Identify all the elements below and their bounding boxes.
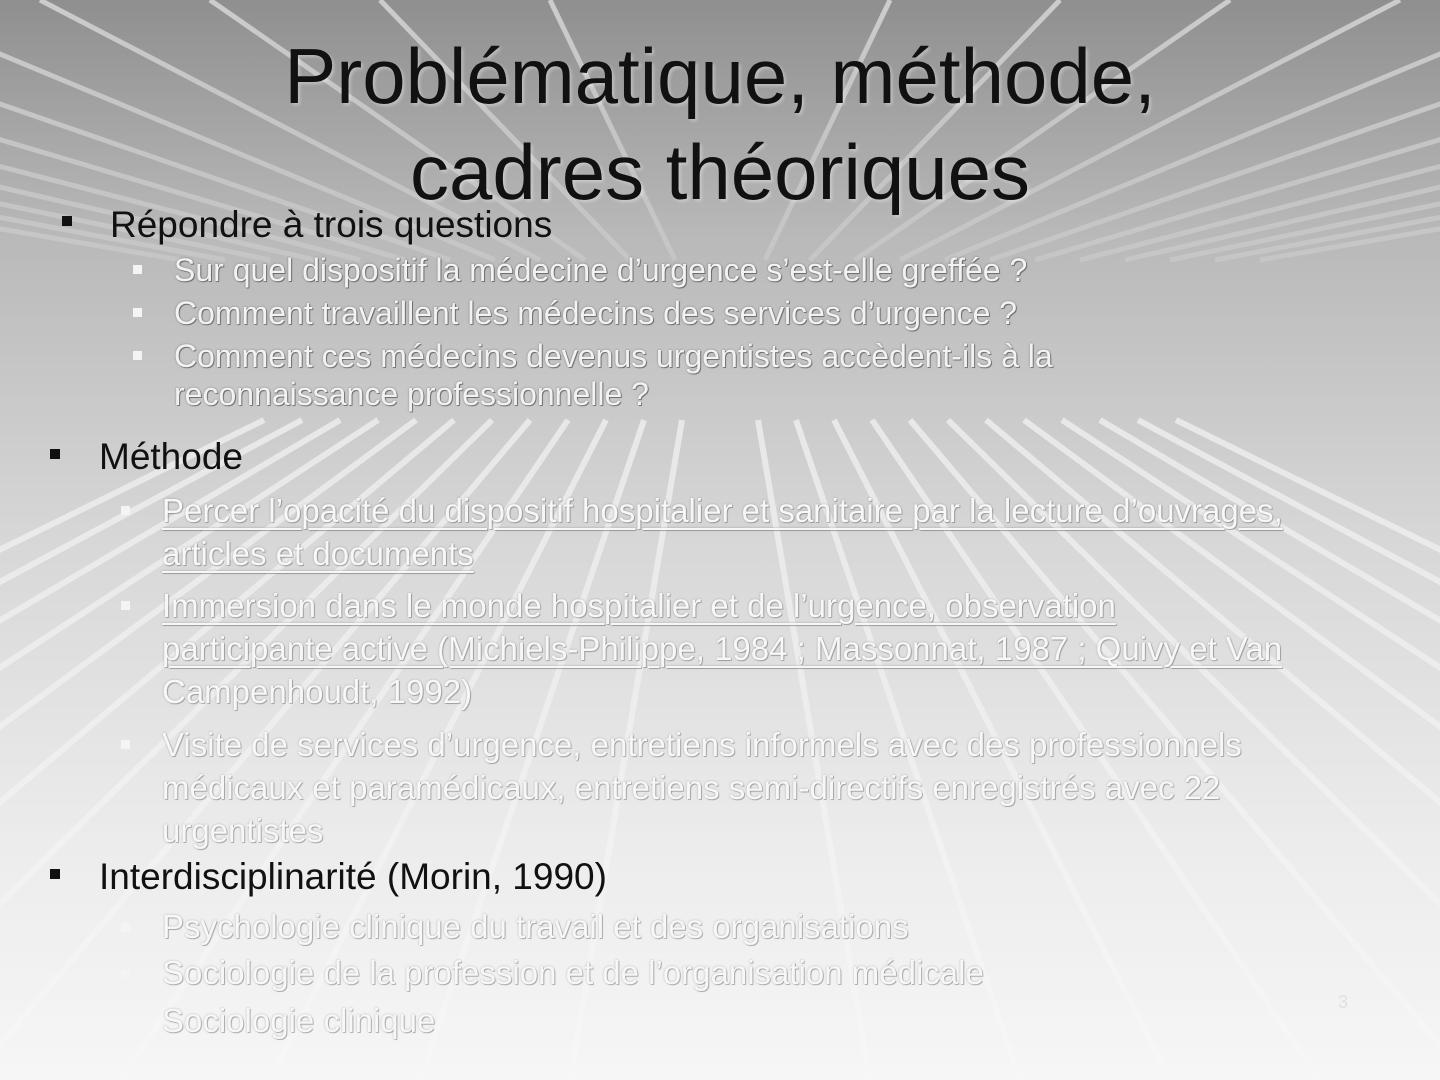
item-line: Campenhoudt, 1992) [162,673,473,710]
item-line: Immersion dans le monde hospitalier et de l’urgence, observation [162,587,1116,624]
bullet-icon [121,740,130,749]
list-item [162,489,1283,575]
title-line-1: Problématique, méthode, [284,32,1156,120]
bullet-icon [133,351,142,360]
section-heading-interdisciplinarite: Interdisciplinarité (Morin, 1990) [99,856,607,897]
item-line: médicaux et paramédicaux, entretiens semi-directifs enregistrés avec 22 [162,769,1221,806]
item-line: participante active (Michiels-Philippe, 1984 ; Massonnat, 1987 ; Quivy et Van [162,630,1283,667]
bullet-icon [50,449,60,459]
bullet-icon [133,308,142,317]
item-line: Comment ces médecins devenus urgentistes accèdent-ils à la [174,338,1053,374]
item-line: Comment travaillent les médecins des services d’urgence ? [174,295,1018,331]
item-line: reconnaissance professionnelle ? [174,376,649,412]
bullet-icon [121,923,130,932]
item-line: Sociologie clinique [162,1002,436,1039]
item-line: Visite de services d’urgence, entretiens informels avec des professionnels [162,726,1242,763]
page-number: 3 [1338,992,1349,1012]
list-item [162,951,984,994]
list-item [174,294,1017,332]
bullet-icon [62,216,72,226]
bullet-icon [50,869,60,879]
item-line: urgentistes [162,812,324,849]
bullet-icon [133,265,142,274]
list-item [174,337,1053,413]
title-line-2: cadres théoriques [409,128,1031,216]
item-line: Sur quel dispositif la médecine d’urgence s’est-elle greffée ? [174,252,1028,288]
bullet-icon [121,601,130,610]
section-heading-methode: Méthode [99,436,243,477]
item-line: Sociologie de la profession et de l’organisation médicale [162,954,984,991]
list-item [162,905,909,948]
list-item [162,723,1242,852]
list-item [162,584,1282,713]
bullet-icon [121,969,130,978]
item-line: Percer l’opacité du dispositif hospitalier et sanitaire par la lecture d’ouvrages, [162,492,1283,529]
item-line: Psychologie clinique du travail et des organisations [162,908,909,945]
list-item [162,999,435,1042]
list-item [174,251,1027,289]
bullet-icon [121,1017,130,1026]
item-line: articles et documents [162,535,474,572]
bullet-icon [121,506,130,515]
slide-title [0,28,1440,220]
section-heading-questions: Répondre à trois questions [110,204,553,245]
